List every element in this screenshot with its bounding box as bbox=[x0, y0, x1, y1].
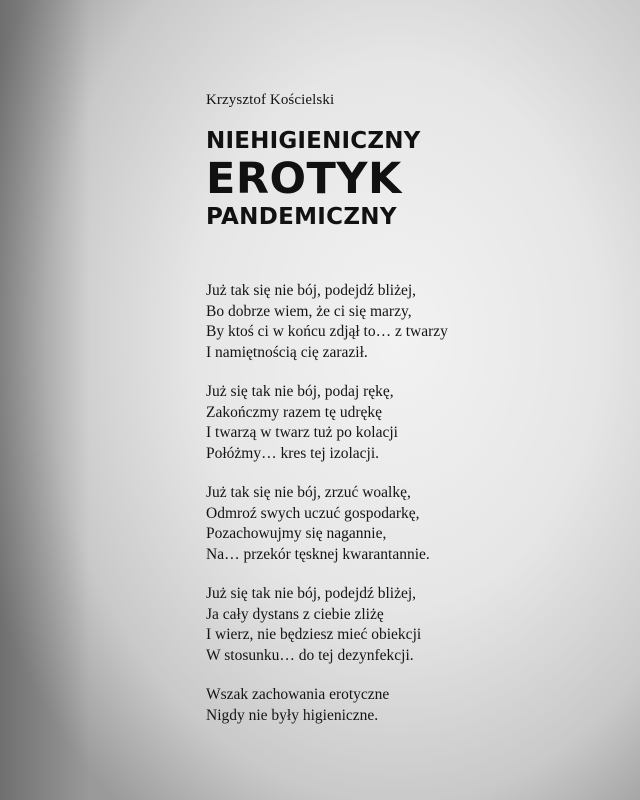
page-shadow bbox=[0, 0, 90, 800]
poem-line: Już tak się nie bój, zrzuć woalkę, bbox=[206, 484, 411, 501]
poem-line: I namiętnością cię zaraził. bbox=[206, 343, 368, 361]
poem-line: Zakończmy razem tę udrękę bbox=[206, 403, 383, 421]
stanza-5 bbox=[206, 685, 586, 726]
poem-line: Już tak się nie bój, podejdź bliżej, bbox=[206, 282, 417, 299]
stanza-1 bbox=[206, 281, 586, 363]
stanza-2 bbox=[206, 382, 586, 464]
poem-line: Odmroź swych uczuć gospodarkę, bbox=[206, 504, 420, 522]
title-line-3: PANDEMICZNY bbox=[206, 204, 397, 230]
poem-line: I wierz, nie będziesz mieć obiekcji bbox=[206, 626, 422, 643]
poem-line: By ktoś ci w końcu zdjął to… z twarzy bbox=[206, 323, 448, 340]
poem-line: Nigdy nie były higieniczne. bbox=[206, 706, 379, 724]
stanza-3 bbox=[206, 483, 586, 565]
poem-line: Już się tak nie bój, podejdź bliżej, bbox=[206, 585, 417, 602]
poem-line: Na… przekór tęsknej kwarantannie. bbox=[206, 545, 430, 563]
poem-body bbox=[206, 281, 586, 745]
poem-line: I twarzą w twarz tuż po kolacji bbox=[206, 424, 398, 441]
title-line-2: EROTYK bbox=[206, 154, 402, 204]
poem-line: Ja cały dystans z ciebie zliżę bbox=[206, 605, 384, 623]
poem-title bbox=[206, 126, 421, 232]
poem-line: Połóżmy… kres tej izolacji. bbox=[206, 444, 380, 462]
author-name: Krzysztof Kościelski bbox=[206, 92, 335, 108]
poem-line: Pozachowujmy się nagannie, bbox=[206, 525, 387, 542]
poem-line: Bo dobrze wiem, że ci się marzy, bbox=[206, 302, 412, 320]
poem-line: Już się tak nie bój, podaj rękę, bbox=[206, 383, 394, 400]
stanza-4 bbox=[206, 584, 586, 666]
poem-line: W stosunku… do tej dezynfekcji. bbox=[206, 646, 414, 664]
poem-line: Wszak zachowania erotyczne bbox=[206, 686, 390, 703]
title-line-1: NIEHIGIENICZNY bbox=[206, 128, 421, 154]
